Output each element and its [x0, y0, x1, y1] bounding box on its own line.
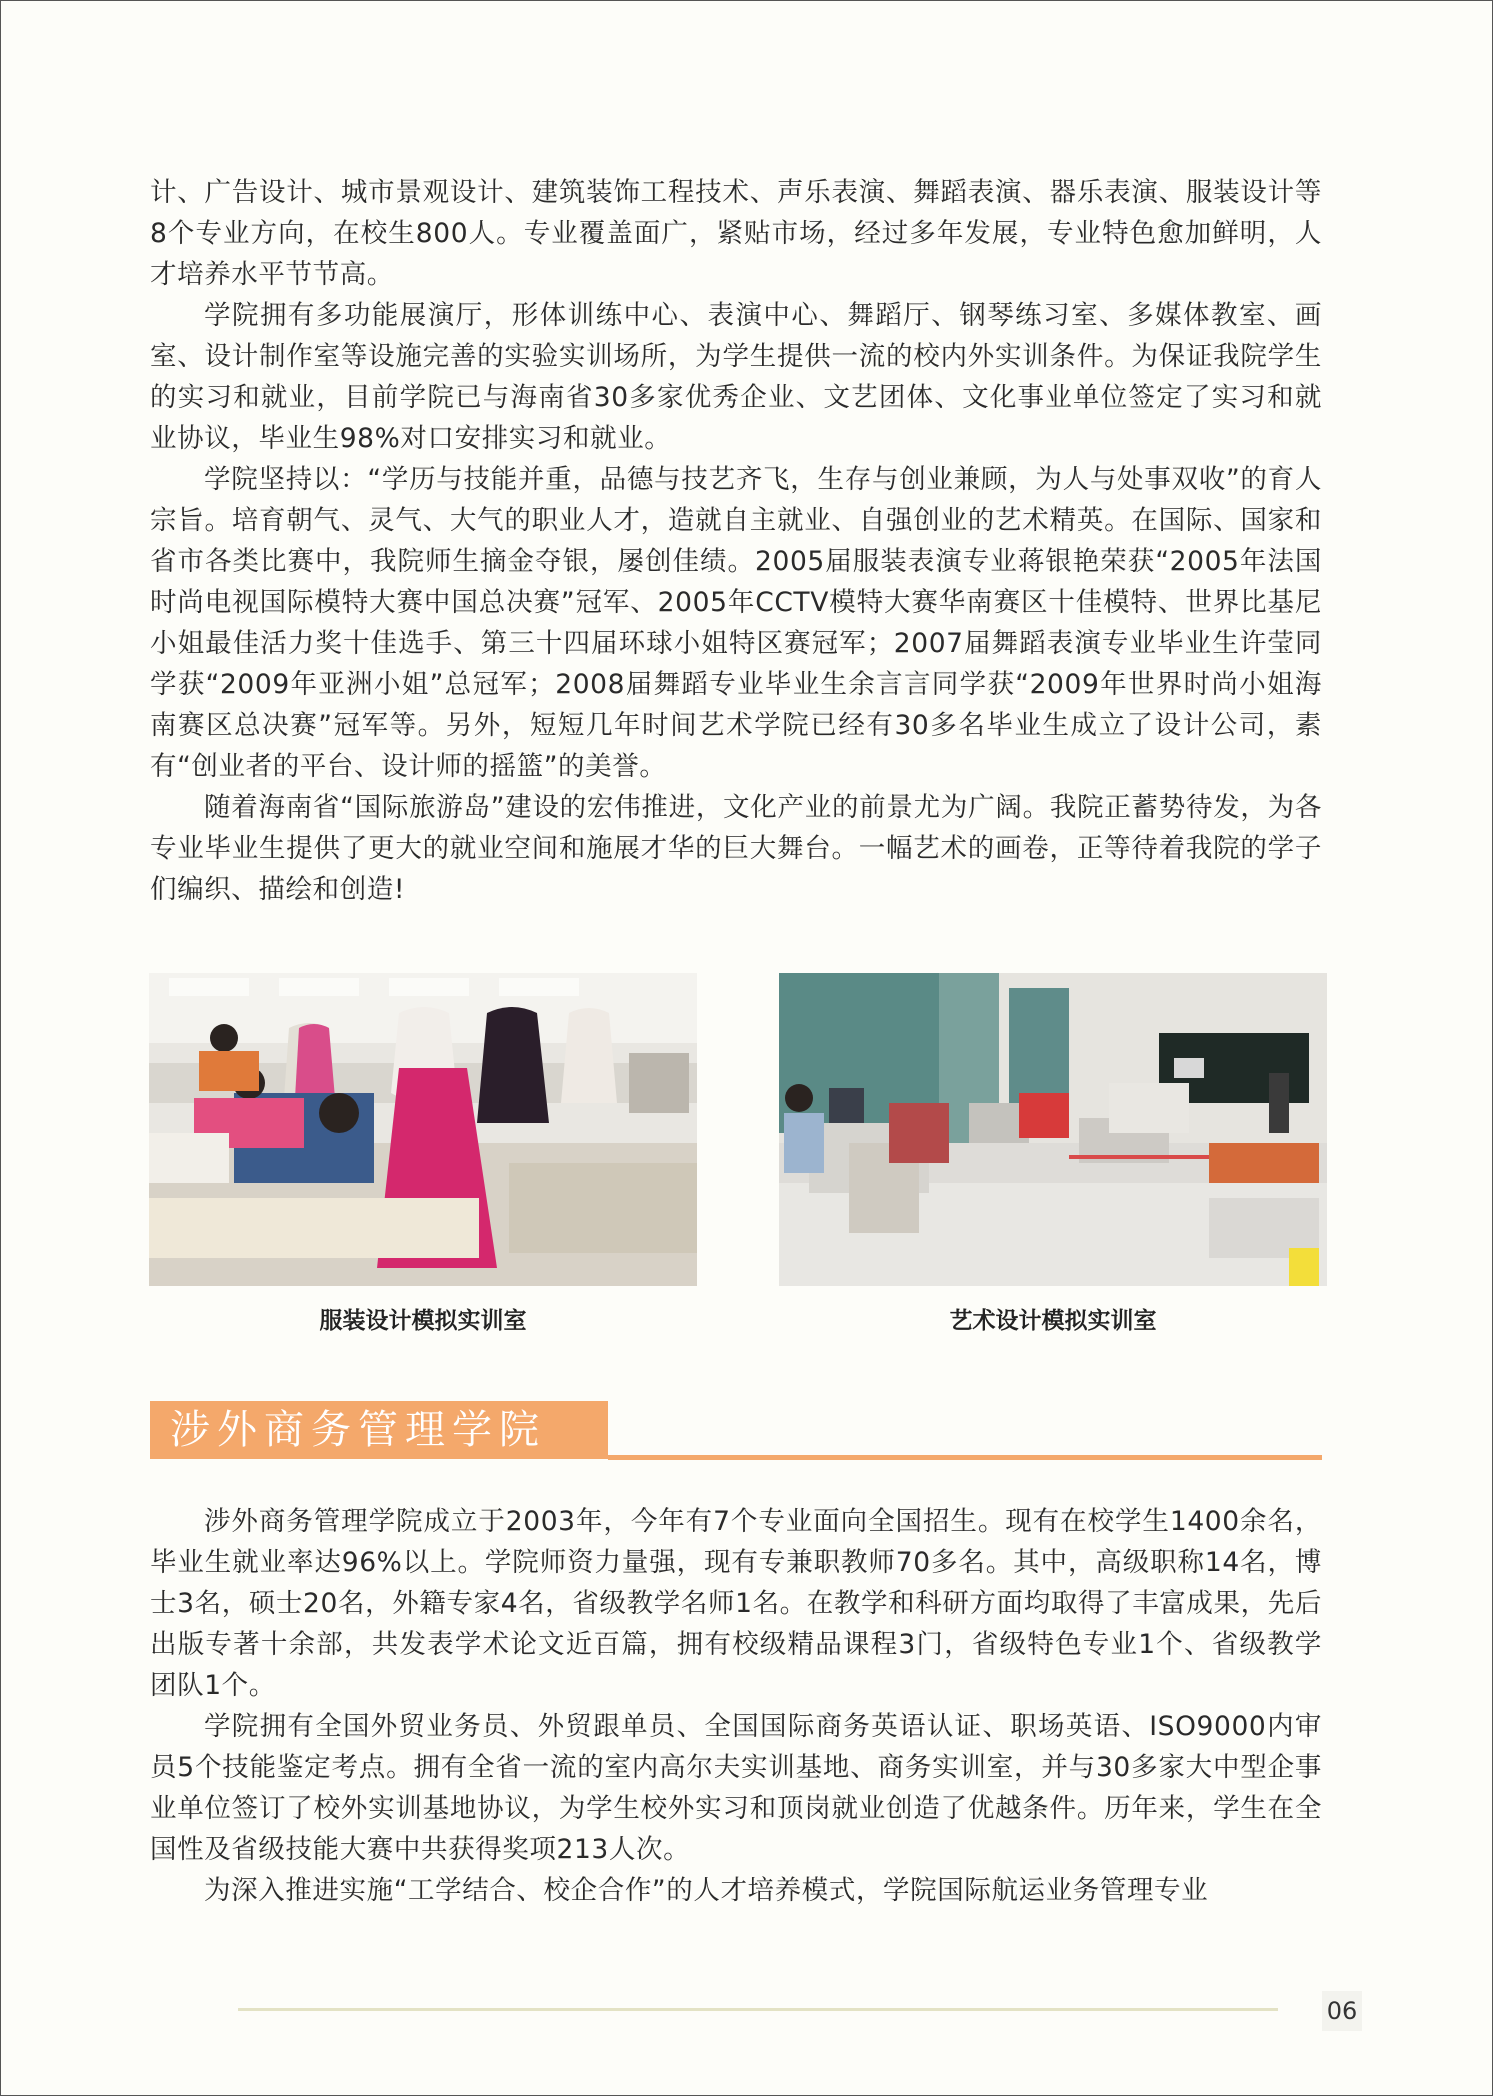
paragraph-certifications: 学院拥有全国外贸业务员、外贸跟单员、全国国际商务英语认证、职场英语、ISO9000内审员5个技能鉴定考点。拥有全省一流的室内高尔夫实训基地、商务实训室，并与30多家大中型企事业单位签订了校外实训基地协议，为学生校外实习和顶岗就业创造了优越条件。历年来，学生在全国性及省级技能大赛中共获得奖项213人次。: [150, 1711, 1322, 1865]
footer-rule: [238, 2008, 1278, 2011]
page-number: 06: [1322, 1991, 1362, 2031]
fashion-design-room-photo: [149, 973, 697, 1286]
top-text-block: [150, 172, 1322, 910]
art-design-room-photo: [779, 973, 1327, 1286]
paragraph-college-overview: 涉外商务管理学院成立于2003年，今年有7个专业面向全国招生。现有在校学生1400余名，毕业生就业率达96%以上。学院师资力量强，现有专兼职教师70多名。其中，高级职称14名，博士3名，硕士20名，外籍专家4名，省级教学名师1名。在教学和科研方面均取得了丰富成果，先后出版专著十余部，共发表学术论文近百篇，拥有校级精品课程3门，省级特色专业1个、省级教学团队1个。: [150, 1506, 1322, 1701]
paragraph-cooperation: 为深入推进实施“工学结合、校企合作”的人才培养模式，学院国际航运业务管理专业: [204, 1875, 1209, 1906]
section-text-block: [150, 1501, 1322, 1911]
paragraph-achievements: 学院坚持以：“学历与技能并重，品德与技艺齐飞，生存与创业兼顾，为人与处事双收”的育人宗旨。培育朝气、灵气、大气的职业人才，造就自主就业、自强创业的艺术精英。在国际、国家和省市各类比赛中，我院师生摘金夺银，屡创佳绩。2005届服装表演专业蒋银艳荣获“2005年法国时尚电视国际模特大赛中国总决赛”冠军、2005年CCTV模特大赛华南赛区十佳模特、世界比基尼小姐最佳活力奖十佳选手、第三十四届环球小姐特区赛冠军；2007届舞蹈表演专业毕业生许莹同学获“2009年亚洲小姐”总冠军；2008届舞蹈专业毕业生余言言同学获“2009年世界时尚小姐海南赛区总决赛”冠军等。另外，短短几年时间艺术学院已经有30多名毕业生成立了设计公司，素有“创业者的平台、设计师的摇篮”的美誉。: [150, 464, 1322, 782]
section-divider-line: [608, 1455, 1322, 1460]
paragraph-outlook: 随着海南省“国际旅游岛”建设的宏伟推进，文化产业的前景尤为广阔。我院正蓄势待发，为各专业毕业生提供了更大的就业空间和施展才华的巨大舞台。一幅艺术的画卷，正等待着我院的学子们编织、描绘和创造!: [150, 792, 1322, 905]
section-title: 涉外商务管理学院: [170, 1407, 546, 1453]
art-design-room-caption: 艺术设计模拟实训室: [949, 1308, 1157, 1334]
paragraph-facilities: 学院拥有多功能展演厅，形体训练中心、表演中心、舞蹈厅、钢琴练习室、多媒体教室、画室、设计制作室等设施完善的实验实训场所，为学生提供一流的校内外实训条件。为保证我院学生的实习和就业，目前学院已与海南省30多家优秀企业、文艺团体、文化事业单位签定了实习和就业协议，毕业生98%对口安排实习和就业。: [150, 300, 1322, 454]
fashion-design-room-caption: 服装设计模拟实训室: [319, 1308, 527, 1334]
paragraph-art-majors: 计、广告设计、城市景观设计、建筑装饰工程技术、声乐表演、舞蹈表演、器乐表演、服装设计等8个专业方向，在校生800人。专业覆盖面广，紧贴市场，经过多年发展，专业特色愈加鲜明，人才培养水平节节高。: [150, 177, 1322, 290]
